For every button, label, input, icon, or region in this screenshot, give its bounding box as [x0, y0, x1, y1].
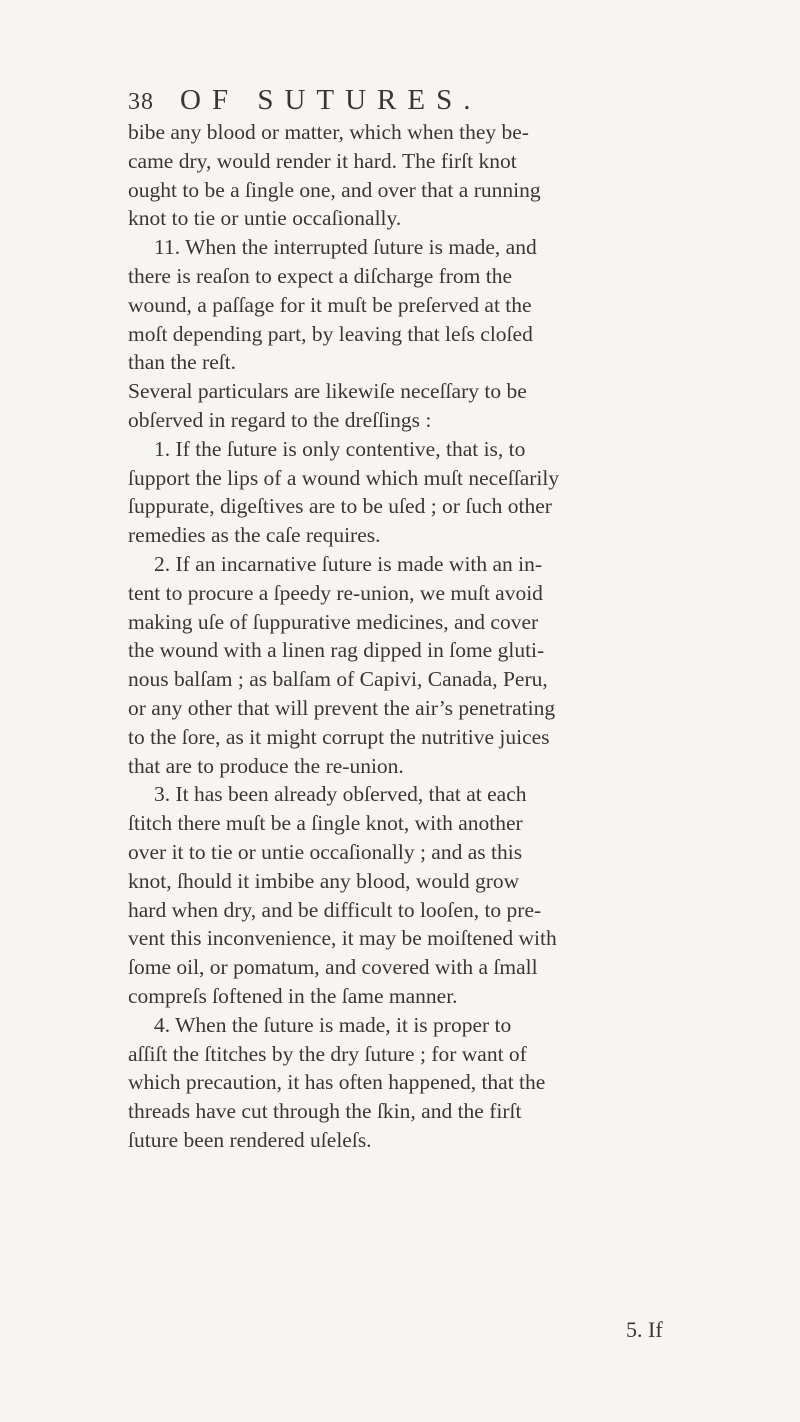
text-line: obſerved in regard to the dreſſings : [128, 407, 432, 432]
text-line: over it to tie or untie occaſionally ; and as this [128, 839, 523, 864]
catchword: 5. If [626, 1317, 663, 1342]
text-line: knot to tie or untie occaſionally. [128, 206, 402, 231]
text-line: knot, ſhould it imbibe any blood, would grow [128, 868, 520, 893]
text-line: or any other that will prevent the air’s penetrating [128, 695, 556, 720]
text-line: compreſs ſoftened in the ſame manner. [128, 983, 458, 1008]
text-line: 11. When the interrupted ſuture is made, and [154, 235, 537, 260]
text-line: which precaution, it has often happened, that the [128, 1070, 546, 1095]
text-line: 1. If the ſuture is only contentive, that is, to [154, 436, 526, 461]
text-line: threads have cut through the ſkin, and the firſt [128, 1099, 522, 1124]
text-line: ſome oil, or pomatum, and covered with a ſmall [128, 955, 538, 980]
text-line: ſuture been rendered uſeleſs. [128, 1127, 372, 1152]
text-line: ſtitch there muſt be a ſingle knot, with another [128, 811, 523, 836]
body-text [128, 118, 708, 1155]
text-line: making uſe of ſuppurative medicines, and cover [128, 609, 539, 634]
text-line: remedies as the caſe requires. [128, 523, 381, 548]
text-line: wound, a paſſage for it muſt be preſerved at the [128, 292, 532, 317]
text-line: bibe any blood or matter, which when they be- [128, 120, 529, 144]
text-line: that are to produce the re-union. [128, 753, 404, 778]
text-line: tent to procure a ſpeedy re-union, we muſt avoid [128, 580, 543, 605]
running-title: OF SUTURES. [180, 84, 482, 116]
text-line: ought to be a ſingle one, and over that a running [128, 177, 541, 202]
text-line: than the reſt. [128, 350, 237, 375]
text-line: Several particulars are likewiſe neceſſary to be [128, 379, 527, 404]
page-number: 38 [128, 89, 154, 115]
text-line: 2. If an incarnative ſuture is made with an in- [154, 551, 543, 576]
text-line: ſupport the lips of a wound which muſt neceſſarily [128, 465, 560, 490]
text-line: aſſiſt the ſtitches by the dry ſuture ; for want of [128, 1041, 527, 1066]
text-line: came dry, would render it hard. The firſt knot [128, 148, 517, 173]
text-line: vent this inconvenience, it may be moiſtened with [128, 926, 557, 951]
running-header [128, 82, 688, 118]
text-line: to the ſore, as it might corrupt the nutritive juices [128, 724, 550, 749]
text-line: there is reaſon to expect a diſcharge from the [128, 263, 513, 288]
text-line: 4. When the ſuture is made, it is proper to [154, 1012, 512, 1037]
text-line: the wound with a linen rag dipped in ſome gluti- [128, 638, 545, 663]
text-line: nous balſam ; as balſam of Capivi, Canada, Peru, [128, 667, 548, 692]
text-line: ſuppurate, digeſtives are to be uſed ; or ſuch other [128, 494, 552, 519]
text-line: hard when dry, and be difficult to looſen, to pre- [128, 897, 542, 922]
text-line: 3. It has been already obſerved, that at each [154, 782, 527, 807]
text-line: moſt depending part, by leaving that leſs cloſed [128, 321, 533, 346]
